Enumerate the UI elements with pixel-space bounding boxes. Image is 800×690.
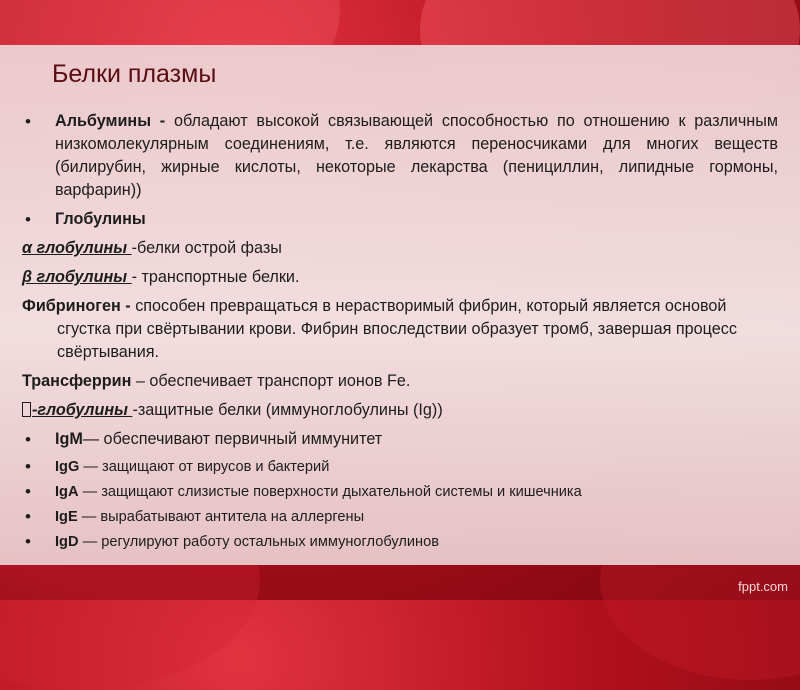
missing-glyph-icon xyxy=(22,402,31,417)
term-albumins: Альбумины - xyxy=(55,112,174,130)
line-alpha-globulins xyxy=(22,237,778,260)
line-fibrinogen xyxy=(22,295,778,364)
footer-watermark: fppt.com xyxy=(738,579,788,594)
line-beta-globulins xyxy=(22,266,778,289)
text-beta: - транспортные белки. xyxy=(131,268,300,286)
term-fibrinogen: Фибриноген - xyxy=(22,297,136,315)
list-item-iga xyxy=(22,482,778,502)
list-item-ige xyxy=(22,507,778,527)
term-igm: IgM xyxy=(55,430,83,448)
line-gamma-globulins xyxy=(22,399,778,422)
text-albumins: обладают высокой связывающей способностью по отношению к различным низкомолекулярным соединениям, т.е. являются переносчиками для многих веществ (билирубин, жирные кислоты, некоторые лекарства (пенициллин, липидные гормоны, варфарин)) xyxy=(55,112,778,199)
list-item-igg xyxy=(22,457,778,477)
text-gamma: -защитные белки (иммуноглобулины (Ig)) xyxy=(132,401,443,419)
slide-title: Белки плазмы xyxy=(52,60,217,88)
text-transferrin: – обеспечивает транспорт ионов Fe. xyxy=(131,372,411,390)
list-item-igm xyxy=(22,428,778,451)
term-alpha: α глобулины xyxy=(22,239,132,257)
list-item-globulins xyxy=(22,208,778,231)
list-item-igd xyxy=(22,532,778,552)
term-igd: IgD xyxy=(55,534,79,550)
line-transferrin xyxy=(22,370,778,393)
term-globulins: Глобулины xyxy=(55,210,146,228)
list-item-albumins xyxy=(22,110,778,202)
term-igg: IgG xyxy=(55,459,80,475)
text-fibrinogen: способен превращаться в нерастворимый фибрин, который является основой сгустка при свёртывании крови. Фибрин впоследствии образует тромб, завершая процесс свёртывания. xyxy=(57,297,737,361)
text-ige: — вырабатывают антитела на аллергены xyxy=(77,509,365,525)
text-igd: — регулируют работу остальных иммуноглобулинов xyxy=(78,534,439,550)
slide-body xyxy=(22,110,778,557)
term-ige: IgE xyxy=(55,509,78,525)
text-igm: — обеспечивают первичный иммунитет xyxy=(82,430,383,448)
term-beta: β глобулины xyxy=(22,268,132,286)
term-gamma: -глобулины xyxy=(32,401,133,419)
text-igg: — защищают от вирусов и бактерий xyxy=(79,459,330,475)
term-iga: IgA xyxy=(55,484,79,500)
term-transferrin: Трансферрин xyxy=(22,372,132,390)
text-alpha: -белки острой фазы xyxy=(131,239,282,257)
text-iga: — защищают слизистые поверхности дыхательной системы и кишечника xyxy=(78,484,582,500)
